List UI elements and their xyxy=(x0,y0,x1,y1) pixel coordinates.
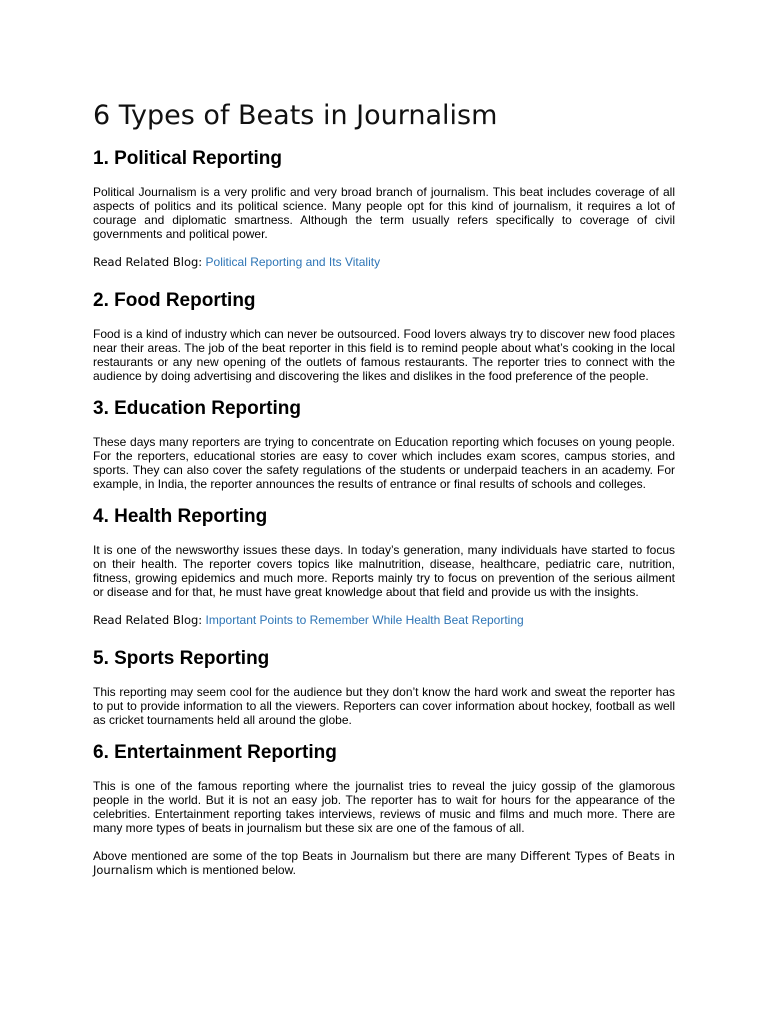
related-blog-link-political[interactable]: Political Reporting and Its Vitality xyxy=(205,255,381,269)
related-blog-prefix: Read Related Blog: xyxy=(93,255,203,269)
section-body-sports: This reporting may seem cool for the audience but they don’t know the hard work and sweat the reporter has to put to provide information to all the viewers. Reporters can cover information about hockey, football as well as cricket tournaments held all around the globe. xyxy=(93,685,675,727)
section-heading-sports: 5. Sports Reporting xyxy=(93,648,270,669)
section-body-political: Political Journalism is a very prolific and very broad branch of journalism. This beat includes coverage of all aspects of politics and its political science. Many people opt for this kind of journalism, it requires a lot of courage and diplomatic smartness. Although the term usually refers specifically to coverage of civil governments and political power. xyxy=(93,185,675,241)
page-title: 6 Types of Beats in Journalism xyxy=(93,100,498,131)
related-blog-political xyxy=(93,255,675,269)
section-body-entertainment: This is one of the famous reporting where the journalist tries to reveal the juicy gossip of the glamorous people in the world. But it is not an easy job. The reporter has to wait for hours for the appearance of the celebrities. Entertainment reporting takes interviews, reviews of music and films and much more. There are many more types of beats in journalism but these six are one of the famous of all. xyxy=(93,779,675,835)
section-heading-food: 2. Food Reporting xyxy=(93,290,256,311)
document-page xyxy=(93,96,675,891)
closing-text-highlight: Different Types of Beats in Journalism xyxy=(93,849,675,877)
section-heading-education: 3. Education Reporting xyxy=(93,398,301,419)
related-blog-link-health[interactable]: Important Points to Remember While Health Beat Reporting xyxy=(205,613,524,627)
related-blog-health xyxy=(93,613,675,627)
section-heading-political: 1. Political Reporting xyxy=(93,148,282,169)
section-body-food: Food is a kind of industry which can never be outsourced. Food lovers always try to discover new food places near their areas. The job of the beat reporter in this field is to remind people about what’s cooking in the local restaurants or any new opening of the outlets of famous restaurants. The reporter tries to connect with the audience by doing advertising and discovering the likes and dislikes in the food preference of the people. xyxy=(93,327,675,383)
closing-text-part3: which is mentioned below. xyxy=(153,863,296,877)
section-body-health: It is one of the newsworthy issues these days. In today’s generation, many individuals have started to focus on their health. The reporter covers topics like malnutrition, disease, healthcare, pediatric care, nutrition, fitness, growing epidemics and much more. Reports mainly try to focus on prevention of the serious ailment or disease and for that, he must have great knowledge about that field and provide us with the insights. xyxy=(93,543,675,599)
section-heading-entertainment: 6. Entertainment Reporting xyxy=(93,742,337,763)
related-blog-prefix: Read Related Blog: xyxy=(93,613,203,627)
section-body-education: These days many reporters are trying to concentrate on Education reporting which focuses on young people. For the reporters, educational stories are easy to cover which includes exam scores, campus stories, and sports. They can also cover the safety regulations of the students or underpaid teachers in an academy. For example, in India, the reporter announces the results of entrance or final results of schools and colleges. xyxy=(93,435,675,491)
section-heading-health: 4. Health Reporting xyxy=(93,506,268,527)
closing-text-part1: Above mentioned are some of the top Beats in Journalism but there are many xyxy=(93,849,521,863)
closing-paragraph xyxy=(93,849,675,877)
